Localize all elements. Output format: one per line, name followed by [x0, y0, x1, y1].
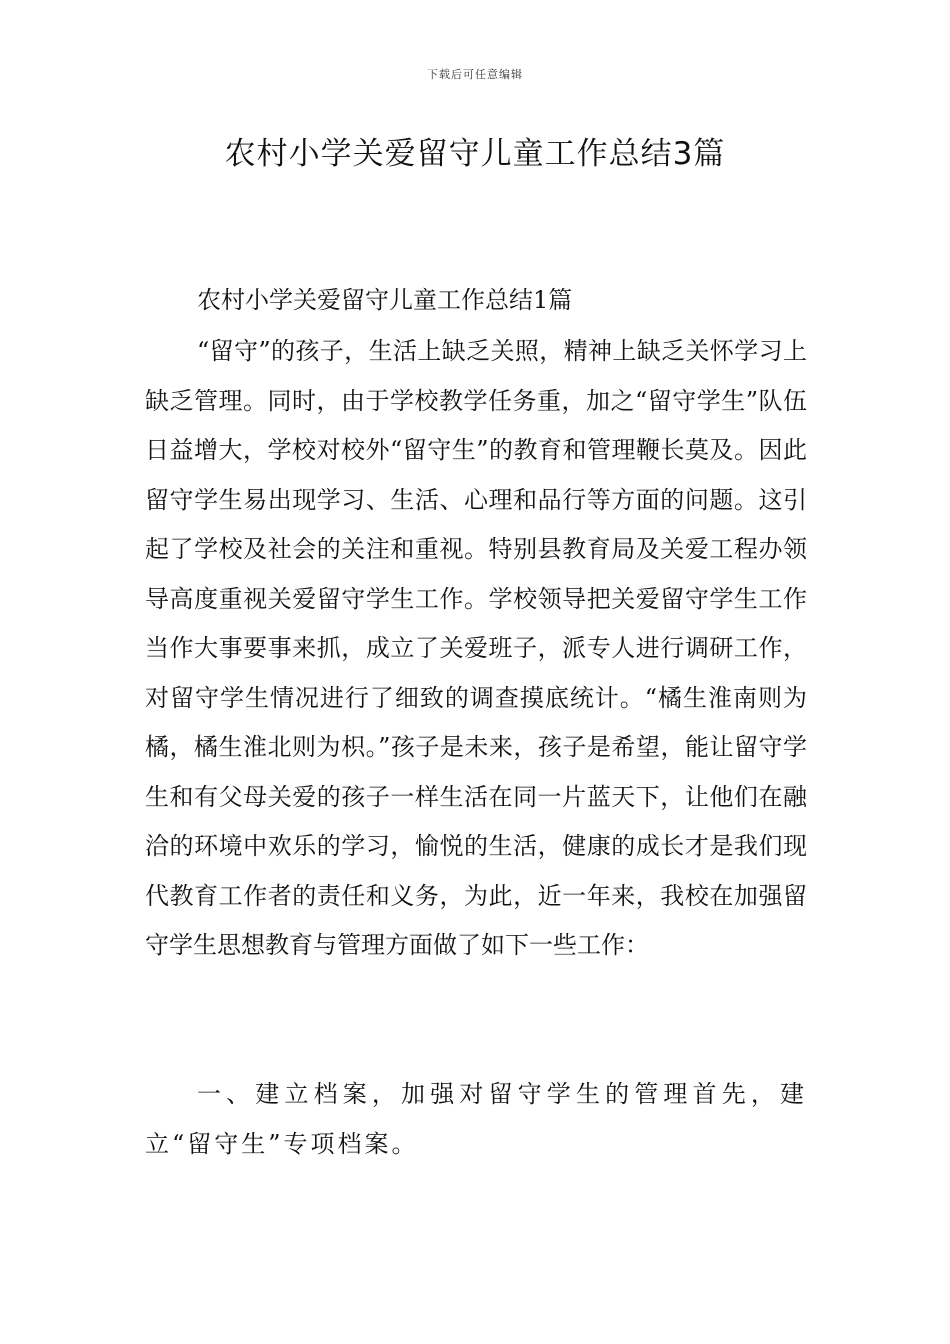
- header-note: 下载后可任意编辑: [427, 68, 523, 81]
- document-title: 农村小学关爱留守儿童工作总结3篇: [224, 136, 726, 172]
- section-subtitle: 农村小学关爱留守儿童工作总结1篇: [197, 286, 573, 314]
- paragraph-intro: “留守”的孩子，生活上缺乏关照，精神上缺乏关怀学习上缺乏管理。同时，由于学校教学任务重，加之“留守学生”队伍日益增大，学校对校外“留守生”的教育和管理鞭长莫及。因此留守学生易出现学习、生活、心理和品行等方面的问题。这引起了学校及社会的关注和重视。特别县教育局及关爱工程办领导高度重视关爱留守学生工作。学校领导把关爱留守学生工作当作大事要事来抓，成立了关爱班子，派专人进行调研工作，对留守学生情况进行了细致的调查摸底统计。“橘生淮南则为橘，橘生淮北则为枳。”孩子是未来，孩子是希望，能让留守学生和有父母关爱的孩子一样生活在同一片蓝天下，让他们在融洽的环境中欢乐的学习，愉悦的生活，健康的成长才是我们现代教育工作者的责任和义务，为此，近一年来，我校在加强留守学生思想教育与管理方面做了如下一些工作：: [145, 337, 807, 959]
- paragraph-section-one: 一、建立档案，加强对留守学生的管理首先，建立“留守生”专项档案。: [145, 1080, 807, 1158]
